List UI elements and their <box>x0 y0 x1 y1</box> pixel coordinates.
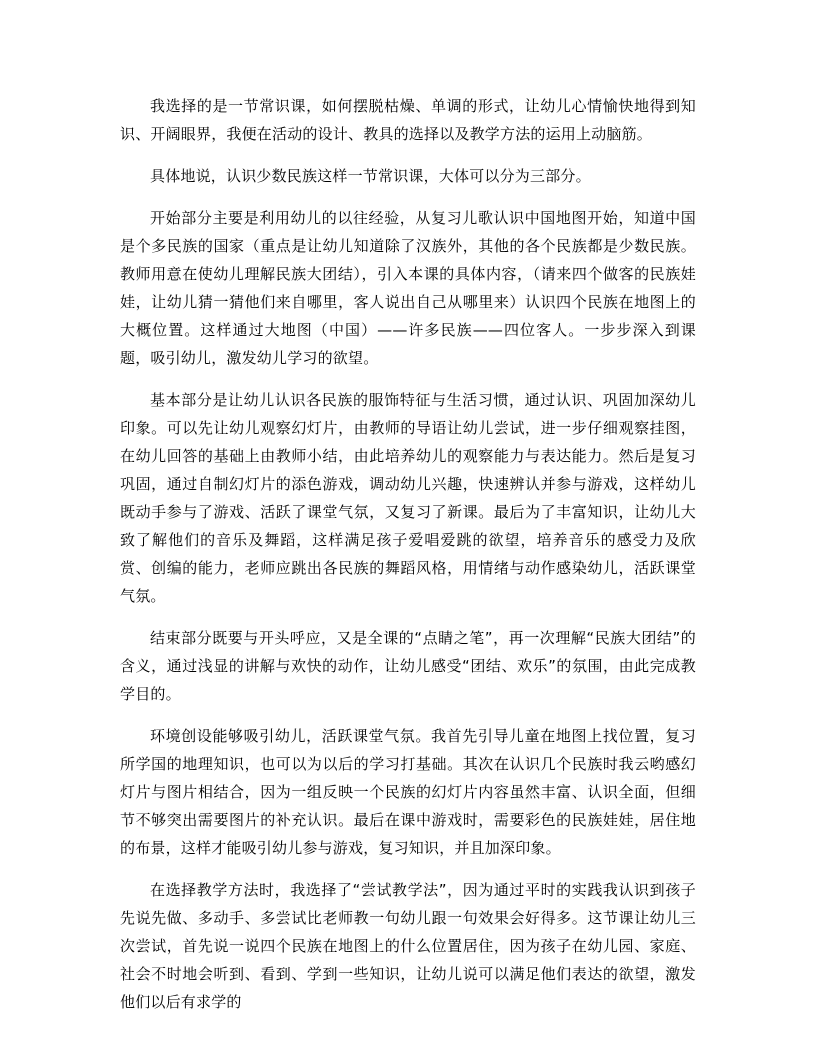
document-body <box>120 92 696 1030</box>
paragraph-environment: 环境创设能够吸引幼儿，活跃课堂气氛。我首先引导儿童在地图上找位置，复习所学国的地理知识，也可以为以后的学习打基础。其次在认识几个民族时我云哟感幻灯片与图片相结合，因为一组反映一个民族的幻灯片内容虽然丰富、认识全面，但细节不够突出需要图片的补充认识。最后在课中游戏时，需要彩色的民族娃娃，居住地的布景，这样才能吸引幼儿参与游戏，复习知识，并且加深印象。 <box>120 727 696 857</box>
paragraph-ending-part: 结束部分既要与开头呼应，又是全课的“点睛之笔”，再一次理解“民族大团结”的含义，通过浅显的讲解与欢快的动作，让幼儿感受“团结、欢乐”的氛围，由此完成教学目的。 <box>120 629 696 703</box>
paragraph-intro: 我选择的是一节常识课，如何摆脱枯燥、单调的形式，让幼儿心情愉快地得到知识、开阔眼界，我便在活动的设计、教具的选择以及教学方法的运用上动脑筋。 <box>120 97 696 143</box>
paragraph-basic-part: 基本部分是让幼儿认识各民族的服饰特征与生活习惯，通过认识、巩固加深幼儿印象。可以先让幼儿观察幻灯片，由教师的导语让幼儿尝试，进一步仔细观察挂图，在幼儿回答的基础上由教师小结，由此培养幼儿的观察能力与表达能力。然后是复习巩固，通过自制幻灯片的添色游戏，调动幼儿兴趣，快速辨认并参与游戏，这样幼儿既动手参与了游戏、活跃了课堂气氛，又复习了新课。最后为了丰富知识，让幼儿大致了解他们的音乐及舞蹈，这样满足孩子爱唱爱跳的欲望，培养音乐的感受力及欣赏、创编的能力，老师应跳出各民族的舞蹈风格，用情绪与动作感染幼儿，活跃课堂气氛。 <box>120 391 696 605</box>
paragraph-opening-part: 开始部分主要是利用幼儿的以往经验，从复习儿歌认识中国地图开始，知道中国是个多民族的国家（重点是让幼儿知道除了汉族外，其他的各个民族都是少数民族。教师用意在使幼儿理解民族大团结），引入本课的具体内容，（请来四个做客的民族娃娃，让幼儿猜一猜他们来自哪里，客人说出自己从哪里来）认识四个民族在地图上的大概位置。这样通过大地图（中国）——许多民族——四位客人。一步步深入到课题，吸引幼儿，激发幼儿学习的欲望。 <box>120 209 696 367</box>
paragraph-teaching-method: 在选择教学方法时，我选择了“尝试教学法”，因为通过平时的实践我认识到孩子先说先做、多动手、多尝试比老师教一句幼儿跟一句效果会好得多。这节课让幼儿三次尝试，首先说一说四个民族在地图上的什么位置居住，因为孩子在幼儿园、家庭、社会不时地会听到、看到、学到一些知识，让幼儿说可以满足他们表达的欲望，激发他们以后有求学的 <box>120 881 696 1011</box>
paragraph-overview: 具体地说，认识少数民族这样一节常识课，大体可以分为三部分。 <box>150 167 591 185</box>
